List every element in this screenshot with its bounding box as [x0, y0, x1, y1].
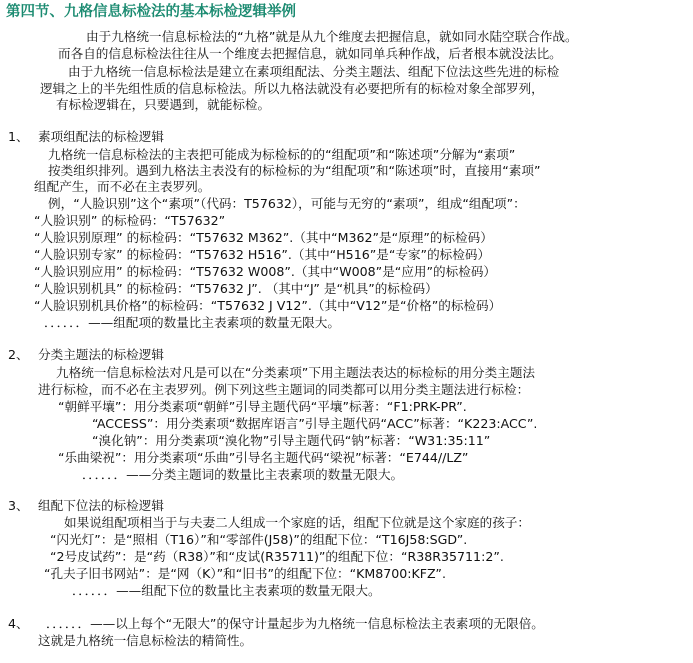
code-line: “人脸识别原理” 的标检码：“T57632 M362”.（其中“M362”是“原理”的标检码）	[34, 230, 493, 245]
summary-line: ．．．．．．——组配下位的数量比主表素项的数量无限大。	[72, 583, 381, 598]
section-heading: 组配下位法的标检逻辑	[38, 498, 164, 513]
body-line: ．．．．．．——以上每个“无限大”的保守计量起步为九格统一信息标检法主表素项的无限倍。	[46, 616, 544, 631]
intro-line: 有标检逻辑在，只要遇到，就能标检。	[56, 97, 271, 112]
section-number: 1、	[8, 129, 29, 144]
code-line: “朝鲜平壤”：用分类素项“朝鲜”引导主题代码“平壤”标著：“F1:PRK-PR”.	[58, 399, 467, 414]
section-heading: 分类主题法的标检逻辑	[38, 347, 164, 362]
body-line: 九格统一信息标检法的主表把可能成为标检标的的“组配项”和“陈述项”分解为“素项”	[48, 147, 516, 162]
body-line: 如果说组配项相当于与夫妻二人组成一个家庭的话，组配下位就是这个家庭的孩子：	[64, 515, 530, 530]
code-line: “孔夫子旧书网站”：是“网（K）”和“旧书”的组配下位：“KM8700:KFZ”.	[44, 566, 446, 581]
section-number: 3、	[8, 498, 29, 513]
code-line: “乐曲梁祝”：用分类素项“乐曲”引导名主题代码“梁祝”标著：“E744//LZ”	[58, 450, 469, 465]
body-line: 这就是九格统一信息标检法的精简性。	[38, 633, 253, 648]
body-line: 组配产生，而不必在主表罗列。	[34, 179, 211, 194]
code-line: “溴化钠”：用分类素项“溴化物”引导主题代码“钠”标著：“W31:35:11”	[92, 433, 491, 448]
code-line: “闪光灯”：是“照相（T16）”和“零部件(J58)”的组配下位：“T16J58:SGD”.	[50, 532, 468, 547]
intro-line: 而各自的信息标检法往往从一个维度去把握信息，就如同单兵种作战，后者根本就没法比。	[58, 46, 562, 61]
code-line: “人脸识别应用” 的标检码：“T57632 W008”.（其中“W008”是“应用”的标检码）	[34, 264, 497, 279]
code-line: “2号皮试药”：是“药（R38）”和“皮试(R35711)”的组配下位：“R38R35711:2”.	[50, 549, 504, 564]
section-number: 4、	[8, 616, 29, 631]
intro-line: 逻辑之上的半先组性质的信息标检法。所以九格法就没有必要把所有的标检对象全部罗列，	[40, 81, 544, 96]
code-line: “人脸识别机具” 的标检码：“T57632 J”. （其中“J” 是“机具”的标检码）	[34, 281, 438, 296]
code-line: “ACCESS”：用分类素项“数据库语言”引导主题代码“ACC”标著：“K223:ACC”.	[92, 416, 538, 431]
body-line: 按类组织排列。遇到九格法主表没有的标检标的为“组配项”和“陈述项”时，直接用“素项”	[48, 163, 541, 178]
page-title: 第四节、九格信息标检法的基本标检逻辑举例	[6, 4, 296, 20]
body-line: 例，“人脸识别”这个“素项”（代码：T57632），可能与无穷的“素项”，组成“组配项”：	[48, 196, 526, 211]
intro-line: 由于九格统一信息标检法是建立在素项组配法、分类主题法、组配下位法这些先进的标检	[68, 64, 560, 79]
summary-line: ．．．．．．——分类主题词的数量比主表素项的数量无限大。	[82, 467, 404, 482]
code-line: “人脸识别” 的标检码：“T57632”	[34, 213, 226, 228]
section-number: 2、	[8, 347, 29, 362]
body-line: 九格统一信息标检法对凡是可以在“分类素项”下用主题法表达的标检标的用分类主题法	[56, 365, 536, 380]
summary-line: ．．．．．．——组配项的数量比主表素项的数量无限大。	[44, 315, 340, 330]
body-line: 进行标检，而不必在主表罗列。例下列这些主题词的同类都可以用分类主题法进行标检：	[38, 382, 530, 397]
intro-line: 由于九格统一信息标检法的“九格”就是从九个维度去把握信息，就如同水陆空联合作战。	[86, 29, 578, 44]
code-line: “人脸识别专家” 的标检码：“T57632 H516”.（其中“H516”是“专家”的标检码）	[34, 247, 491, 262]
section-heading: 素项组配法的标检逻辑	[38, 129, 164, 144]
code-line: “人脸识别机具价格”的标检码：“T57632 J V12”.（其中“V12”是“价格”的标检码）	[34, 298, 502, 313]
